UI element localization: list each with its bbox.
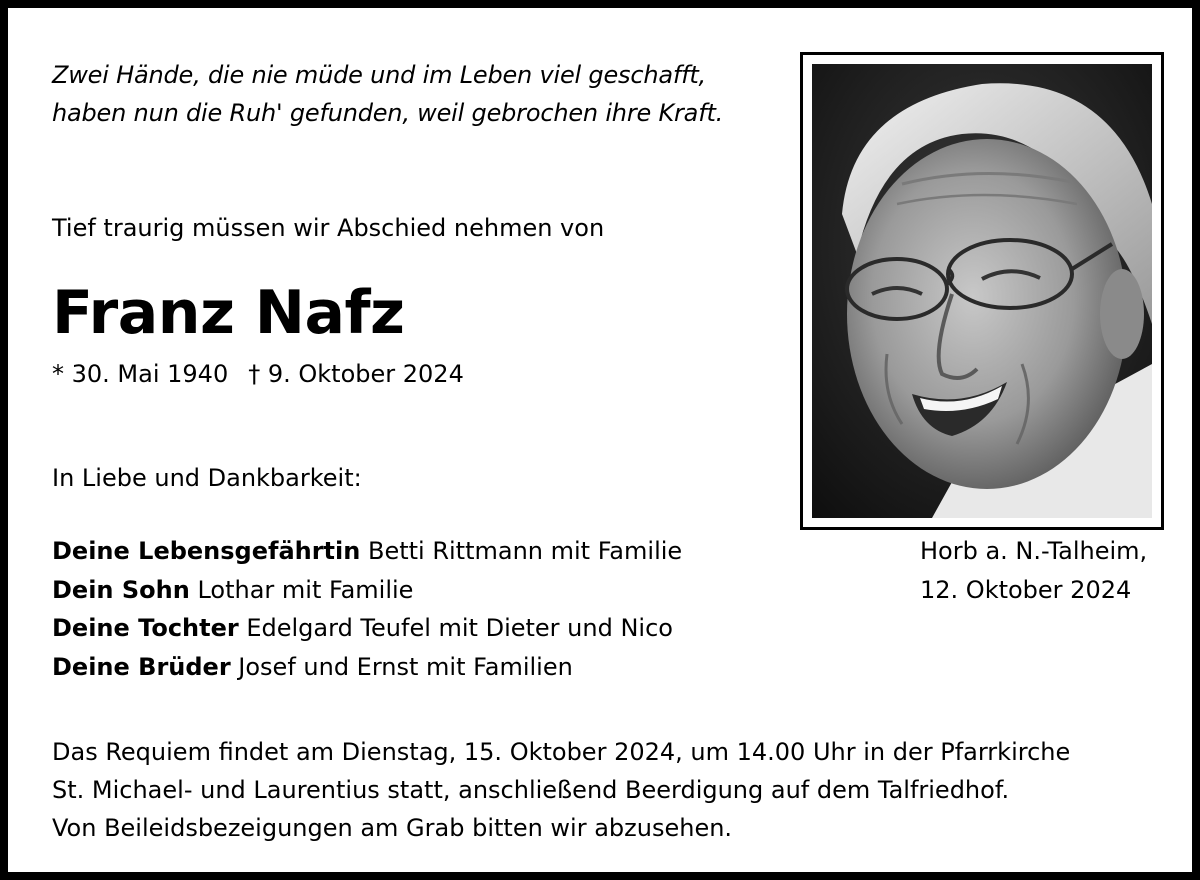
notice-line-2: St. Michael- und Laurentius statt, anschließend Beerdigung auf dem Talfriedhof. xyxy=(52,776,1010,804)
photo-frame xyxy=(800,52,1164,530)
notice-line-1: Das Requiem findet am Dienstag, 15. Oktober 2024, um 14.00 Uhr in der Pfarrkirche xyxy=(52,738,1071,766)
life-dates xyxy=(52,360,464,388)
family-names: Betti Rittmann mit Familie xyxy=(360,537,683,565)
family-role: Dein Sohn xyxy=(52,575,190,604)
family-row xyxy=(52,609,682,648)
funeral-notice xyxy=(52,733,1070,847)
place-and-date xyxy=(920,532,1147,609)
family-row xyxy=(52,648,682,687)
family-role: Deine Brüder xyxy=(52,652,231,681)
family-role: Deine Lebensgefährtin xyxy=(52,537,361,565)
death-date: † 9. Oktober 2024 xyxy=(248,360,464,388)
poem-line-2: haben nun die Ruh' gefunden, weil gebrochen ihre Kraft. xyxy=(52,99,724,127)
family-row xyxy=(52,532,682,571)
family-row xyxy=(52,571,682,610)
place: Horb a. N.-Talheim, xyxy=(920,537,1148,565)
notice-line-3: Von Beileidsbezeigungen am Grab bitten wir abzusehen. xyxy=(52,814,733,842)
poem-line-1: Zwei Hände, die nie müde und im Leben viel geschafft, xyxy=(52,61,706,89)
intro-text: Tief traurig müssen wir Abschied nehmen von xyxy=(52,214,605,242)
birth-date: * 30. Mai 1940 xyxy=(52,360,229,388)
family-names: Lothar mit Familie xyxy=(189,575,414,604)
family-role: Deine Tochter xyxy=(52,614,239,642)
gratitude-heading: In Liebe und Dankbarkeit: xyxy=(52,464,362,492)
portrait-photo-icon xyxy=(812,64,1152,518)
issue-date: 12. Oktober 2024 xyxy=(920,575,1132,604)
family-names: Josef und Ernst mit Familien xyxy=(230,652,573,681)
family-names: Edelgard Teufel mit Dieter und Nico xyxy=(238,614,673,642)
deceased-name: Franz Nafz xyxy=(52,278,405,348)
family-list xyxy=(52,532,682,686)
poem xyxy=(52,56,723,132)
